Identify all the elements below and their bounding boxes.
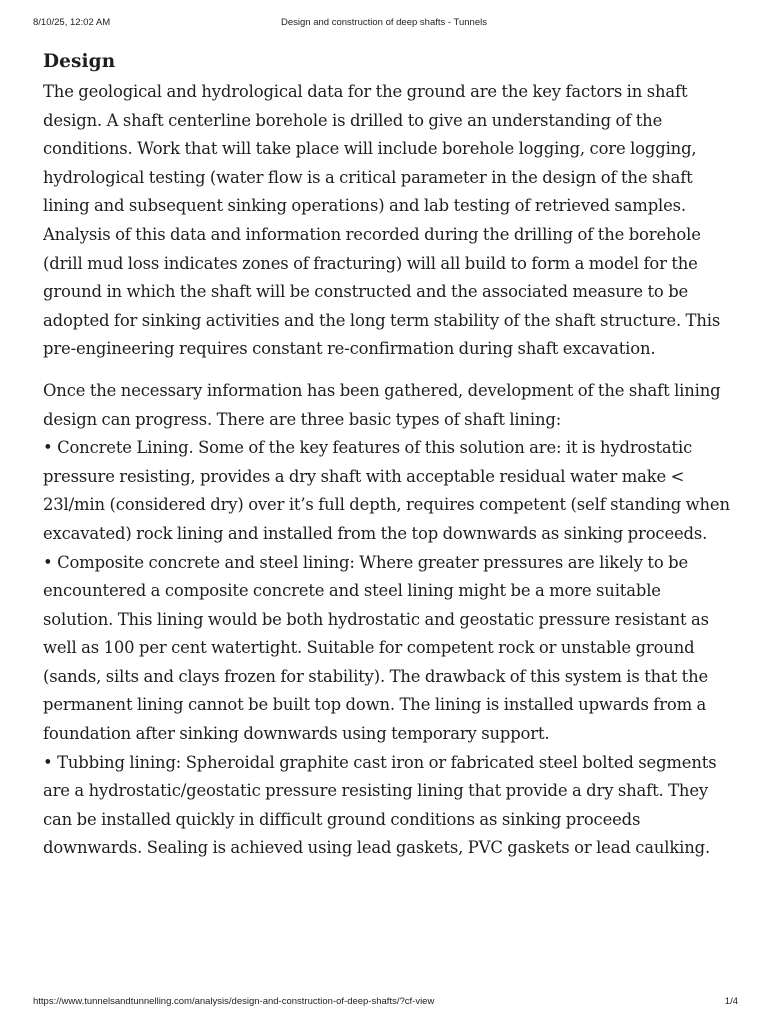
paragraph-lining-types (43, 377, 733, 863)
page-number: 1/4 (724, 996, 738, 1007)
section-heading: Design (43, 51, 116, 72)
list-item-concrete-lining: • Concrete Lining. Some of the key features of this solution are: it is hydrostatic pressure resisting, provides a dry shaft with acceptable residual water make < 23l/min (considered dry) over it’s full depth, requires competent (self standing when excavated) rock lining and installed from the top downwards as sinking proceeds. (43, 438, 730, 543)
print-footer (33, 996, 738, 1010)
page-url: https://www.tunnelsandtunnelling.com/analysis/design-and-construction-of-deep-shafts/?cf-view (33, 996, 435, 1007)
print-header (33, 17, 735, 31)
lining-intro-text: Once the necessary information has been gathered, development of the shaft lining design can progress. There are three basic types of shaft lining: (43, 380, 721, 429)
list-item-tubbing-lining: • Tubbing lining: Spheroidal graphite cast iron or fabricated steel bolted segments are a hydrostatic/geostatic pressure resisting lining that provide a dry shaft. They can be installed quickly in difficult ground conditions as sinking proceeds downwards. Sealing is achieved using lead gaskets, PVC gaskets or lead caulking. (43, 752, 717, 858)
print-datetime: 8/10/25, 12:02 AM (33, 17, 111, 28)
list-item-composite-lining: • Composite concrete and steel lining: Where greater pressures are likely to be encountered a composite concrete and steel lining might be a more suitable solution. This lining would be both hydrostatic and geostatic pressure resistant as well as 100 per cent watertight. Suitable for competent rock or unstable ground (sands, silts and clays frozen for stability). The drawback of this system is that the permanent lining cannot be built top down. The lining is installed upwards from a foundation after sinking downwards using temporary support. (43, 552, 709, 744)
print-page-title: Design and construction of deep shafts - Tunnels (281, 17, 487, 28)
paragraph-design-intro: The geological and hydrological data for the ground are the key factors in shaft design. A shaft centerline borehole is drilled to give an understanding of the conditions. Work that will take place will include borehole logging, core logging, hydrological testing (water flow is a critical parameter in the design of the shaft lining and subsequent sinking operations) and lab testing of retrieved samples. Analysis of this data and information recorded during the drilling of the borehole (drill mud loss indicates zones of fracturing) will all build to form a model for the ground in which the shaft will be constructed and the associated measure to be adopted for sinking activities and the long term stability of the shaft structure. This pre-engineering requires constant re-confirmation during shaft excavation. (43, 82, 721, 359)
article-body (43, 48, 733, 863)
